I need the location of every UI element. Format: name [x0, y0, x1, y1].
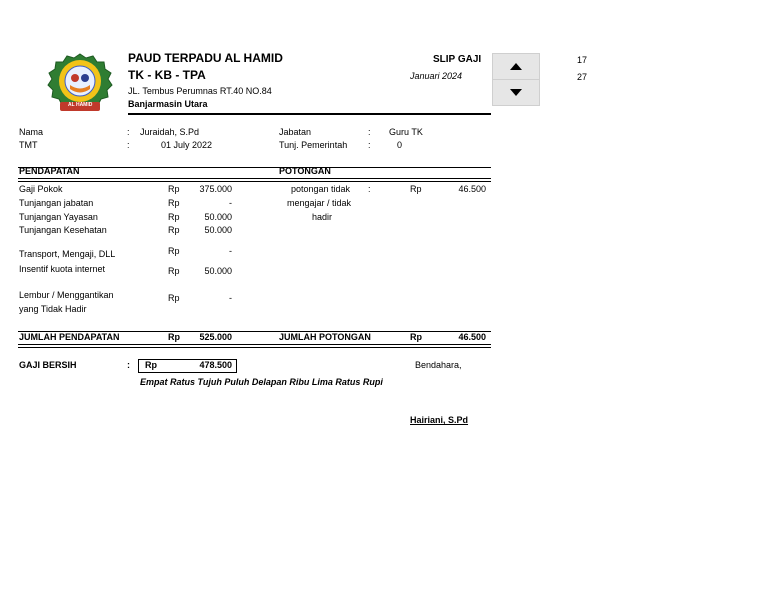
signature-name: Hairiani, S.Pd	[410, 415, 469, 425]
section-top-line	[18, 167, 491, 168]
income-title: PENDAPATAN	[19, 166, 80, 176]
school-address: JL. Tembus Perumnas RT.40 NO.84	[128, 86, 272, 96]
total-income-currency: Rp	[168, 332, 180, 342]
deduction-currency: Rp	[410, 184, 422, 194]
income-currency: Rp	[168, 212, 180, 222]
income-value-insentif: 50.000	[204, 266, 232, 276]
income-value-tunj-yayasan: 50.000	[204, 212, 232, 222]
income-currency: Rp	[168, 198, 180, 208]
header-underline	[128, 113, 491, 115]
income-label-lembur-2: yang Tidak Hadir	[19, 304, 87, 314]
deduction-title: POTONGAN	[279, 166, 331, 176]
period: Januari 2024	[410, 71, 463, 81]
section-line-b	[18, 181, 491, 182]
deduction-item-line1: potongan tidak	[291, 184, 351, 194]
income-label-transport: Transport, Mengaji, DLL	[19, 249, 116, 259]
tunj-value: 0	[397, 140, 403, 150]
total-income-label: JUMLAH PENDAPATAN	[19, 332, 120, 342]
income-currency: Rp	[168, 184, 180, 194]
tmt-value: 01 July 2022	[161, 140, 213, 150]
total-line-b	[18, 347, 491, 348]
school-levels: TK - KB - TPA	[128, 68, 206, 82]
income-currency: Rp	[168, 266, 180, 276]
income-label-tunj-jabatan: Tunjangan jabatan	[19, 198, 94, 208]
total-deduction-currency: Rp	[410, 332, 422, 342]
total-deduction-label: JUMLAH POTONGAN	[279, 332, 371, 342]
income-label-tunj-kesehatan: Tunjangan Kesehatan	[19, 225, 107, 235]
net-label: GAJI BERSIH	[19, 360, 77, 370]
section-line-a	[18, 178, 491, 179]
jabatan-label: Jabatan	[279, 127, 312, 137]
deduction-item-line3: hadir	[312, 212, 333, 222]
deduction-item-line2: mengajar / tidak	[287, 198, 352, 208]
total-income-value: 525.000	[199, 332, 232, 342]
name-value: Juraidah, S.Pd	[140, 127, 200, 137]
tmt-label: TMT	[19, 140, 38, 150]
income-label-tunj-yayasan: Tunjangan Yayasan	[19, 212, 98, 222]
school-city: Banjarmasin Utara	[128, 99, 208, 109]
income-currency: Rp	[168, 293, 180, 303]
school-logo	[46, 52, 114, 114]
arrow-down-icon	[510, 89, 522, 96]
name-label: Nama	[19, 127, 44, 137]
total-deduction-value: 46.500	[458, 332, 486, 342]
net-colon: :	[127, 360, 130, 370]
spinner-up-button[interactable]	[493, 54, 539, 80]
income-value-transport: -	[229, 246, 232, 256]
jabatan-value: Guru TK	[389, 127, 423, 137]
side-number-1: 17	[577, 55, 588, 65]
deduction-colon: :	[368, 184, 371, 194]
signature-role: Bendahara,	[415, 360, 462, 370]
income-label-gaji-pokok: Gaji Pokok	[19, 184, 63, 194]
income-label-insentif: Insentif kuota internet	[19, 264, 106, 274]
jabatan-colon: :	[368, 127, 371, 137]
deduction-item-value: 46.500	[458, 184, 486, 194]
net-currency: Rp	[145, 360, 157, 370]
slip-title: SLIP GAJI	[433, 54, 482, 65]
name-colon: :	[127, 127, 130, 137]
side-number-2: 27	[577, 72, 588, 82]
total-line-a	[18, 344, 491, 345]
arrow-up-icon	[510, 63, 522, 70]
net-in-words: Empat Ratus Tujuh Puluh Delapan Ribu Lima Ratus Rupi	[140, 377, 383, 387]
month-spinner[interactable]	[492, 53, 540, 106]
income-value-tunj-jabatan: -	[229, 198, 232, 208]
income-currency: Rp	[168, 246, 180, 256]
spinner-down-button[interactable]	[493, 80, 539, 105]
tunj-label: Tunj. Pemerintah	[279, 140, 348, 150]
income-currency: Rp	[168, 225, 180, 235]
tmt-colon: :	[127, 140, 130, 150]
income-value-gaji-pokok: 375.000	[199, 184, 232, 194]
income-value-lembur: -	[229, 293, 232, 303]
tunj-colon: :	[368, 140, 371, 150]
income-label-lembur-1: Lembur / Menggantikan	[19, 290, 114, 300]
income-value-tunj-kesehatan: 50.000	[204, 225, 232, 235]
school-name: PAUD TERPADU AL HAMID	[128, 51, 283, 65]
logo-caption: AL HAMID	[68, 102, 93, 108]
net-value: 478.500	[199, 360, 232, 370]
